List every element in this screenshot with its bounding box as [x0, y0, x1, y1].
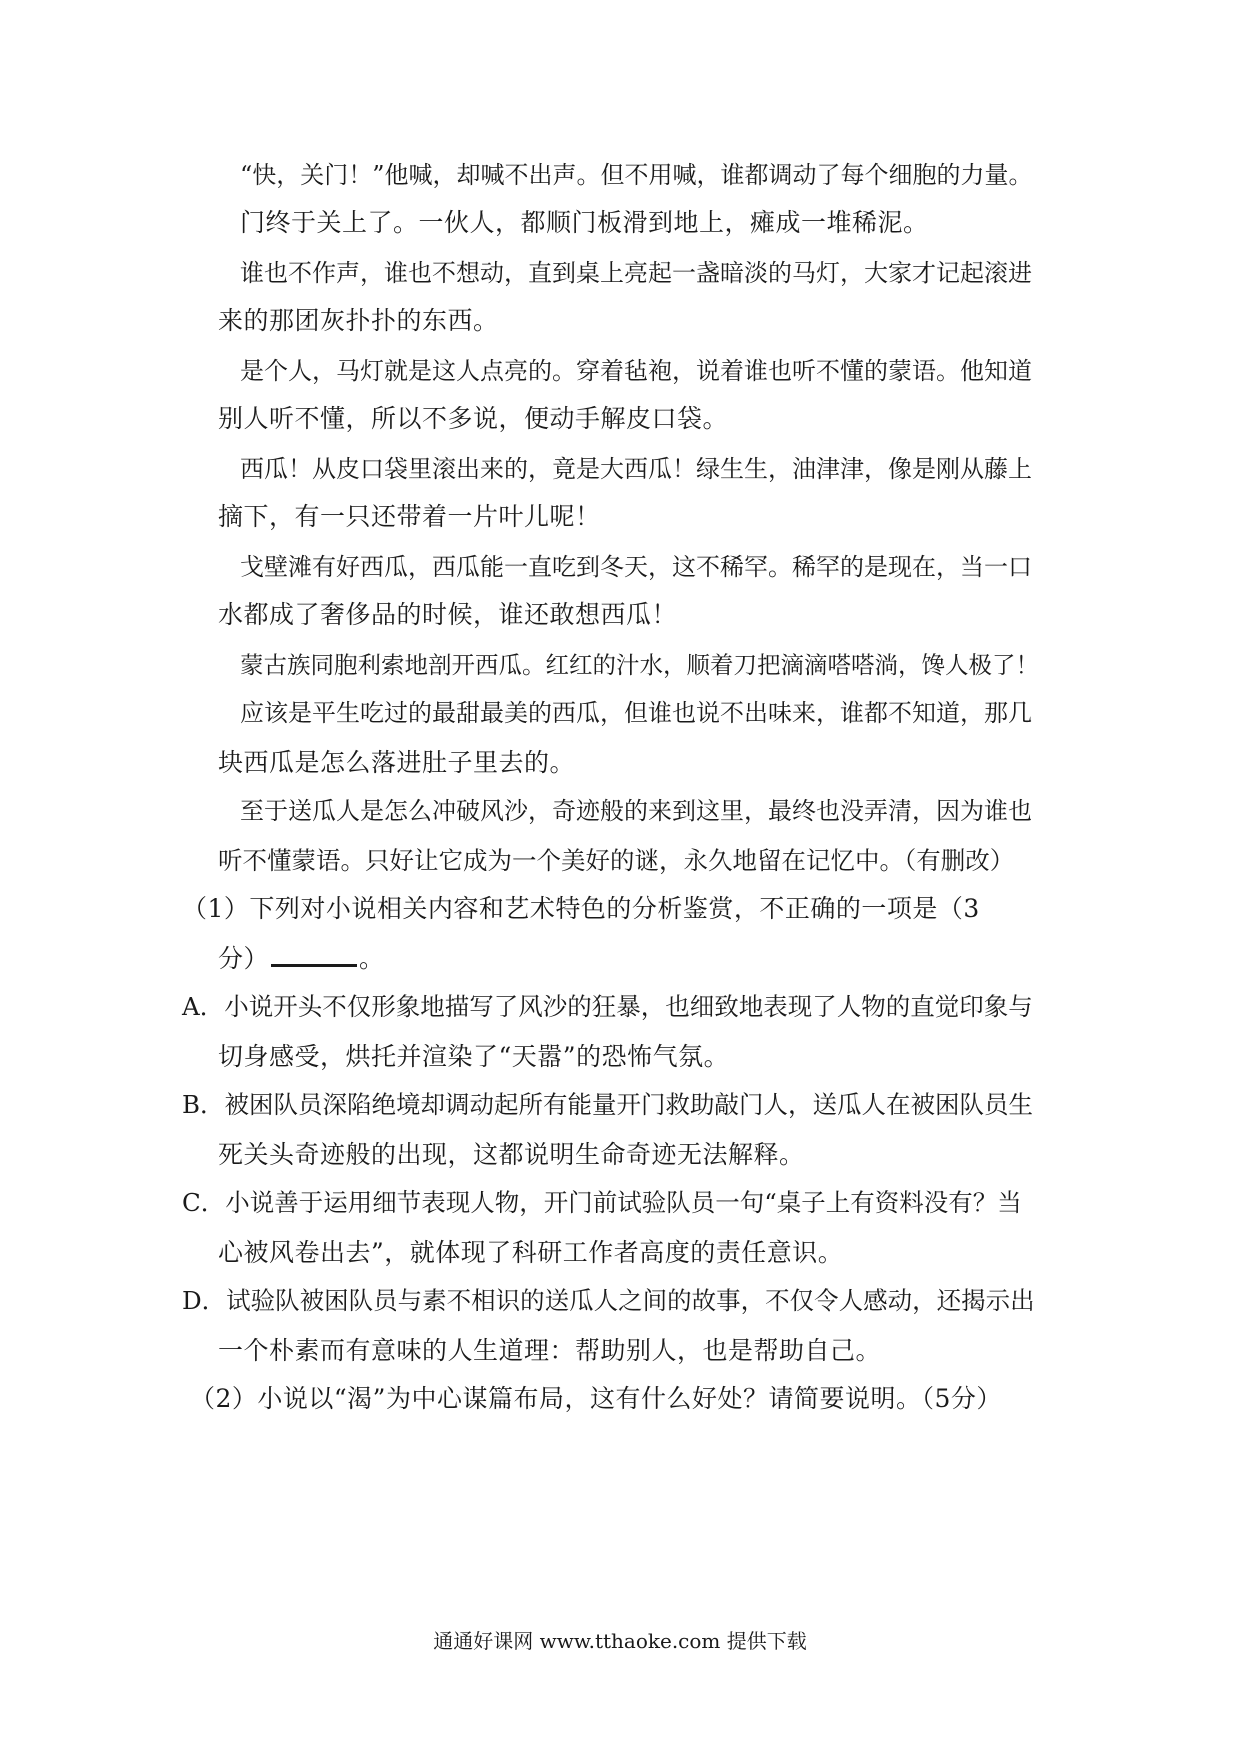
question-2-stem: （2）小说以“渴”为中心谋篇布局，这有什么好处？请简要说明。（5分） [190, 1384, 1002, 1413]
passage-line: “快，关门！”他喊，却喊不出声。但不用喊，谁都调动了每个细胞的力量。 [240, 161, 1033, 189]
passage-line: 应该是平生吃过的最甜最美的西瓜，但谁也说不出味来，谁都不知道，那几 [240, 699, 1032, 727]
page-footer: 通通好课网 www.tthaoke.com 提供下载 [433, 1629, 807, 1653]
option-a-cont: 切身感受，烘托并渲染了“天嚣”的恐怖气氛。 [218, 1042, 730, 1071]
passage-line: 摘下，有一只还带着一片叶儿呢！ [218, 502, 601, 531]
question-1-end: 。 [359, 944, 385, 973]
passage-line: 水都成了奢侈品的时候，谁还敢想西瓜！ [218, 600, 678, 629]
option-b-cont: 死关头奇迹般的出现，这都说明生命奇迹无法解释。 [218, 1140, 805, 1169]
option-c-cont: 心被风卷出去”，就体现了科研工作者高度的责任意识。 [218, 1238, 844, 1267]
passage-line: 至于送瓜人是怎么冲破风沙，奇迹般的来到这里，最终也没弄清，因为谁也 [240, 797, 1032, 825]
passage-line: 块西瓜是怎么落进肚子里去的。 [218, 748, 576, 777]
passage-line: 来的那团灰扑扑的东西。 [218, 306, 499, 335]
question-1-score: 分） [218, 944, 270, 973]
answer-blank[interactable] [271, 944, 357, 967]
passage-line: 听不懂蒙语。只好让它成为一个美好的谜，永久地留在记忆中。（有删改） [218, 846, 1015, 875]
question-1-stem-cont [218, 942, 385, 976]
passage-line: 是个人，马灯就是这人点亮的。穿着毡袍，说着谁也听不懂的蒙语。他知道 [240, 357, 1032, 385]
passage-line: 门终于关上了。一伙人，都顺门板滑到地上，瘫成一堆稀泥。 [240, 208, 929, 237]
option-d: D．试验队被困队员与素不相识的送瓜人之间的故事，不仅令人感动，还揭示出 [182, 1286, 1035, 1315]
passage-line: 谁也不作声，谁也不想动，直到桌上亮起一盏暗淡的马灯，大家才记起滚进 [240, 259, 1032, 287]
passage-line: 西瓜！从皮口袋里滚出来的，竟是大西瓜！绿生生，油津津，像是刚从藤上 [240, 455, 1032, 483]
option-b: B．被困队员深陷绝境却调动起所有能量开门救助敲门人，送瓜人在被困队员生 [182, 1090, 1034, 1119]
passage-line: 别人听不懂，所以不多说，便动手解皮口袋。 [218, 404, 729, 433]
passage-line: 蒙古族同胞利索地剖开西瓜。红红的汁水，顺着刀把滴滴嗒嗒淌，馋人极了！ [240, 651, 1039, 679]
option-c: C．小说善于运用细节表现人物，开门前试验队员一句“桌子上有资料没有？当 [182, 1188, 1022, 1217]
question-1-stem: （1）下列对小说相关内容和艺术特色的分析鉴赏，不正确的一项是（3 [182, 894, 980, 923]
passage-line: 戈壁滩有好西瓜，西瓜能一直吃到冬天，这不稀罕。稀罕的是现在，当一口 [240, 553, 1032, 581]
option-a: A．小说开头不仅形象地描写了风沙的狂暴，也细致地表现了人物的直觉印象与 [182, 992, 1033, 1021]
option-d-cont: 一个朴素而有意味的人生道理：帮助别人，也是帮助自己。 [218, 1336, 882, 1365]
